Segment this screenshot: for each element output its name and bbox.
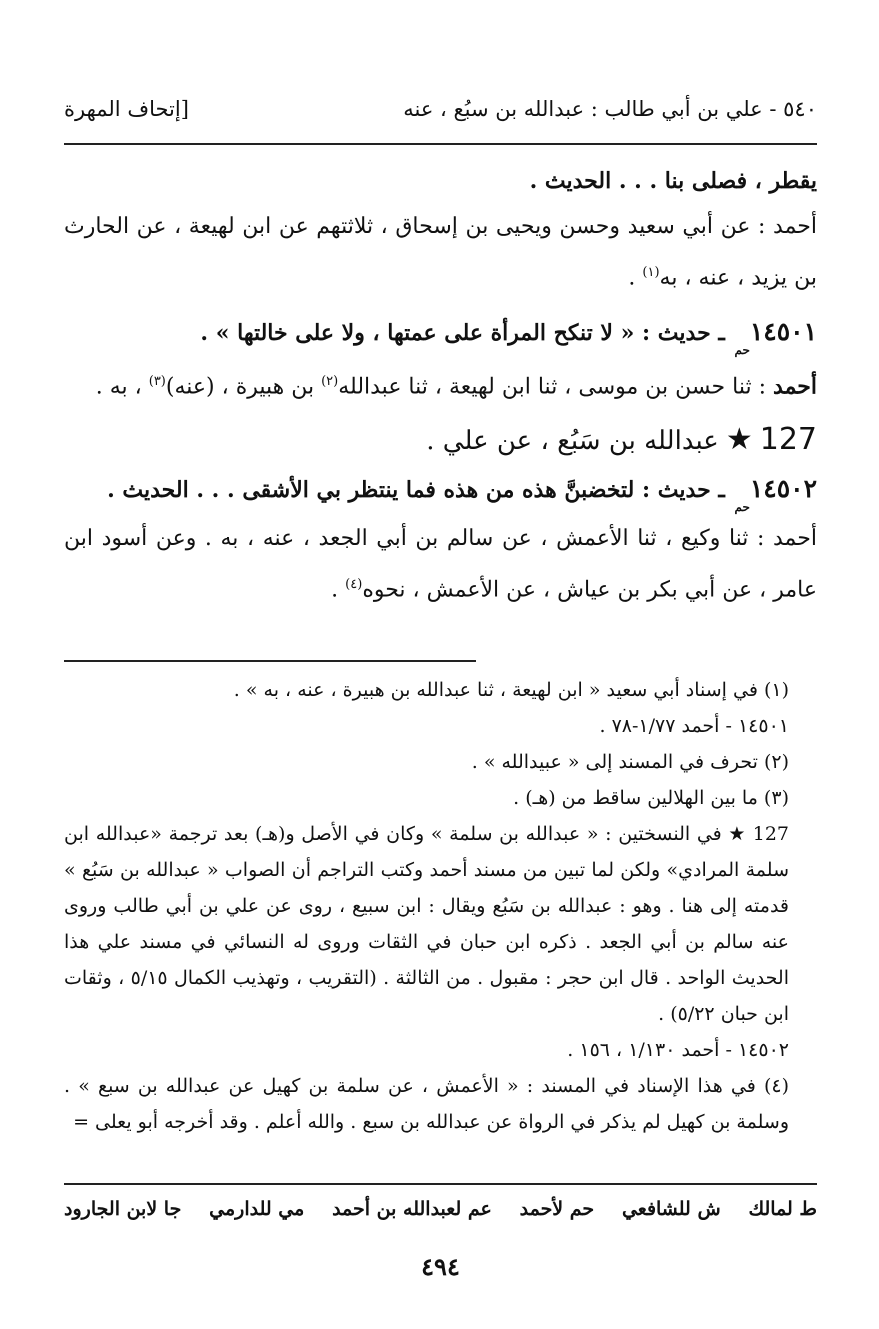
header-title: ٥٤٠ - علي بن أبي طالب : عبدالله بن سبُع ، عنه [403,97,817,121]
legend-item: ش للشافعي [621,1198,721,1220]
legend-item: ط لمالك [748,1198,817,1220]
legend-rule [64,1183,817,1185]
sigla-legend [64,1198,817,1220]
footnote-ref-2[interactable]: (٢) [321,374,339,390]
legend-item: جا لابن الجارود [64,1198,182,1220]
footnote-musnad-127: 127 ★ في النسختين : « عبدالله بن سلمة » وكان في الأصل و(هـ) بعد ترجمة «عبدالله ابن سلمة المرادي» ولكن لما تبين من مسند أحمد وكتب التراجم أن الصواب « عبدالله بن سَبُع » قدمته إلى هنا . وهو : عبدالله بن سَبُع ويقال : ابن سبيع ، روى عن علي بن أبي طالب وروى عنه سالم بن أبي الجعد . ذكره ابن حبان في الثقات وروى له النسائي في مسند علي هذا الحديث الواحد . قال ابن حجر : مقبول . من الثالثة . (التقريب ، وتهذيب الكمال ٥/١٥ ، وثقات ابن حبان ٥/٢٢) . [64,823,789,1025]
footnote-ref-4[interactable]: (٤) [345,576,363,592]
hadith-number: ١٤٥٠١ [749,317,817,347]
paragraph-continuation: يقطر ، فصلى بنا . . . الحديث . [529,168,817,194]
footnote-rule [64,660,476,662]
footnote-takhrij-14502: ١٤٥٠٢ - أحمد ١/١٣٠ ، ١٥٦ . [567,1039,789,1061]
paragraph-isnad-3: أحمد : ثنا وكيع ، ثنا الأعمش ، عن سالم بن أبي الجعد ، عنه ، به . وعن أسود ابن عامر ، عن أبي بكر بن عياش ، عن الأعمش ، نحوه$^{(٤)}$ . [64,525,817,602]
hadith-heading-14502: ١٤٥٠٢حم ـ حديث : لتخضبنَّ هذه من هذه فما ينتظر بي الأشقى . . . الحديث . [64,466,817,516]
musnad-number: 127 [759,421,817,457]
paragraph-isnad-1: أحمد : عن أبي سعيد وحسن ويحيى بن إسحاق ، ثلاثتهم عن ابن لهيعة ، عن الحارث بن يزيد ، عنه ، به$^{(١)}$ . [64,214,817,291]
legend-item: حم لأحمد [519,1198,595,1220]
footnote-3: (٣) ما بين الهلالين ساقط من (هـ) . [513,787,789,809]
footnote-takhrij-14501: ١٤٥٠١ - أحمد ١/٧٧-٧٨ . [599,715,789,737]
header-rule [64,143,817,145]
musnad-heading: 127 ★ عبدالله بن سَبُع ، عن علي . [426,421,817,457]
footnote-ref-3[interactable]: (٣) [148,374,166,390]
paragraph-isnad-2: أحمد : ثنا حسن بن موسى ، ثنا ابن لهيعة ، ثنا عبدالله$^{(٢)}$ بن هبيرة ، (عنه)$^{(٣)}$ ، به . [95,373,817,400]
footnote-1: (١) في إسناد أبي سعيد « ابن لهيعة ، ثنا عبدالله بن هبيرة ، عنه ، به » . [233,679,789,701]
footnote-2: (٢) تحرف في المسند إلى « عبيدالله » . [471,751,789,773]
legend-item: مي للدارمي [209,1198,305,1220]
page [64,0,817,1329]
source-siglum: حم [734,499,750,514]
footnote-ref-1[interactable]: (١) [642,265,660,280]
page-number: ٤٩٤ [421,1252,460,1281]
star-icon: ★ [725,421,753,457]
footnote-4: (٤) في هذا الإسناد في المسند : « الأعمش ، عن سلمة بن كهيل عن عبدالله بن سبع » . وسلمة بن كهيل لم يذكر في الرواة عن عبدالله بن سبع . والله أعلم . وقد أخرجه أبو يعلى = [64,1075,789,1133]
footnotes [64,672,817,1140]
hadith-heading-14501: ١٤٥٠١حم ـ حديث : « لا تنكح المرأة على عمتها ، ولا على خالتها » . [64,309,817,359]
running-header [64,92,817,126]
source-siglum: حم [734,343,750,358]
header-book: [إتحاف المهرة [64,97,189,121]
hadith-number: ١٤٥٠٢ [749,473,817,503]
legend-item: عم لعبدالله بن أحمد [332,1198,492,1220]
main-text [64,158,817,613]
